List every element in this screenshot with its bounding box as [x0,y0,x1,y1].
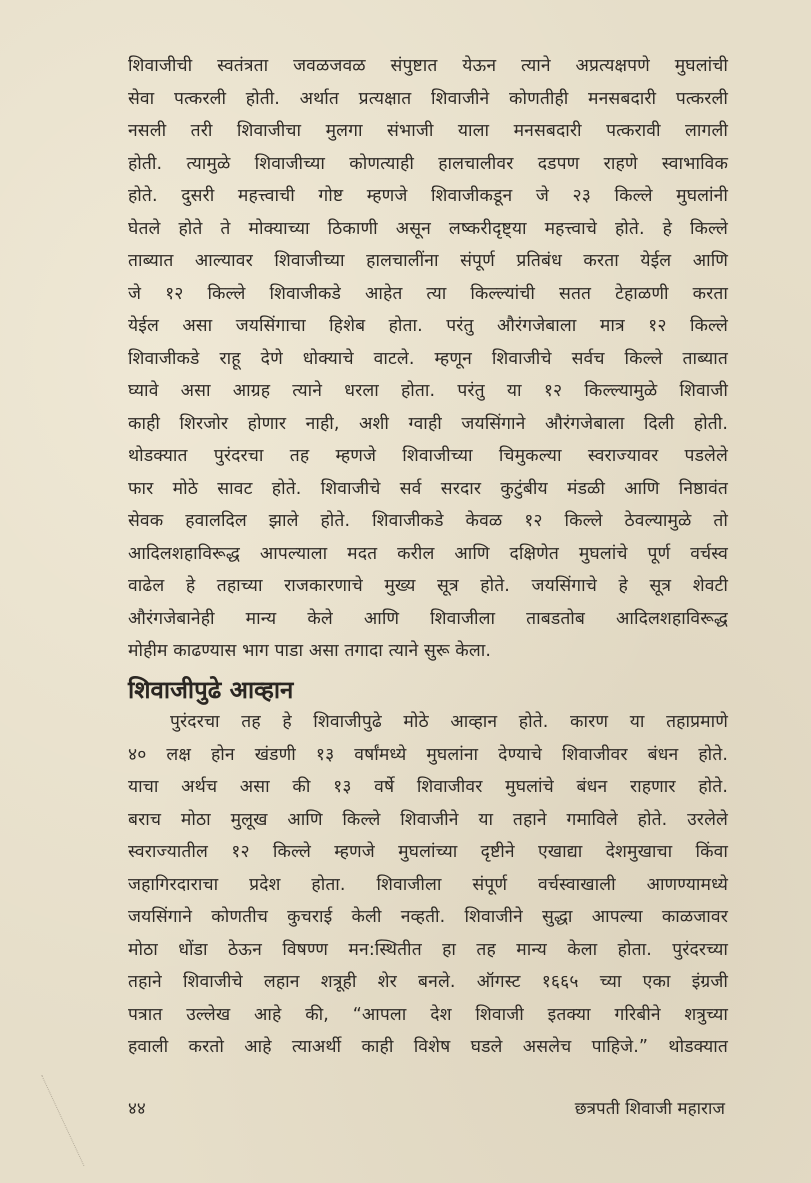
text-line: जे १२ किल्ले शिवाजीकडे आहेत त्या किल्ल्यांची सतत टेहाळणी करता [128,283,728,304]
text-line: मोठा धोंडा ठेऊन विषण्ण मन:स्थितीत हा तह मान्य केला होता. पुरंदरच्या [128,939,728,960]
text-line: ४० लक्ष होन खंडणी १३ वर्षांमध्ये मुघलांना देण्याचे शिवाजीवर बंधन होते. [128,744,728,765]
text-line: ताब्यात आल्यावर शिवाजीच्या हालचालींना संपूर्ण प्रतिबंध करता येईल आणि [128,251,728,271]
text-line: होती. त्यामुळे शिवाजीच्या कोणत्याही हालचालीवर दडपण राहणे स्वाभाविक [128,153,728,174]
text-line: होते. दुसरी महत्त्वाची गोष्ट म्हणजे शिवाजीकडून जे २३ किल्ले मुघलांनी [128,186,728,206]
running-title: छत्रपती शिवाजी महाराज [574,1099,725,1119]
text-line: बराच मोठा मुलूख आणि किल्ले शिवाजीने या तहाने गमाविले होते. उरलेले [128,809,728,830]
text-line: वाढेल हे तहाच्या राजकारणाचे मुख्य सूत्र होते. जयसिंगाचे हे सूत्र शेवटी [128,576,728,596]
page-crease-mark [41,1054,129,1166]
text-line: पत्रात उल्लेख आहे की, “आपला देश शिवाजी इतक्या गरिबीने शत्रुच्या [128,1004,728,1025]
text-line: घ्यावे असा आग्रह त्याने धरला होता. परंतु या १२ किल्ल्यामुळे शिवाजी [128,381,728,401]
text-line: याचा अर्थच असा की १३ वर्षे शिवाजीवर मुघलांचे बंधन राहणार होते. [128,777,728,797]
text-line: थोडक्यात पुरंदरचा तह म्हणजे शिवाजीच्या चिमुकल्या स्वराज्यावर पडलेले [128,446,728,466]
text-line: सेवक हवालदिल झाले होते. शिवाजीकडे केवळ १२ किल्ले ठेवल्यामुळे तो [128,511,728,531]
text-line: हवाली करतो आहे त्याअर्थी काही विशेष घडले असलेच पाहिजे.” थोडक्यात [128,1037,728,1057]
paragraph-2 [128,706,728,1064]
text-line: शिवाजीकडे राहू देणे धोक्याचे वाटले. म्हणून शिवाजीचे सर्वच किल्ले ताब्यात [128,348,728,369]
text-line: जहागिरदाराचा प्रदेश होता. शिवाजीला संपूर्ण वर्चस्वाखाली आणण्यामध्ये [128,874,728,895]
text-line: पुरंदरचा तह हे शिवाजीपुढे मोठे आव्हान होते. कारण या तहाप्रमाणे [170,712,728,732]
text-line: जयसिंगाने कोणतीच कुचराई केली नव्हती. शिवाजीने सुद्धा आपल्या काळजावर [128,907,728,927]
text-line: औरंगजेबानेही मान्य केले आणि शिवाजीला ताबडतोब आदिलशहाविरूद्ध [128,608,728,629]
text-line: काही शिरजोर होणार नाही, अशी ग्वाही जयसिंगाने औरंगजेबाला दिली होती. [128,413,728,434]
text-line: मोहीम काढण्यास भाग पाडा असा तगादा त्याने सुरू केला. [128,641,492,661]
text-line: सेवा पत्करली होती. अर्थात प्रत्यक्षात शिवाजीने कोणतीही मनसबदारी पत्करली [128,88,728,109]
page-number: ४४ [128,1099,146,1119]
text-line: तहाने शिवाजीचे लहान शत्रूही शेर बनले. ऑगस्ट १६६५ च्या एका इंग्रजी [128,972,728,992]
section-heading: शिवाजीपुढे आव्हान [128,676,294,704]
text-line: आदिलशहाविरूद्ध आपल्याला मदत करील आणि दक्षिणेत मुघलांचे पूर्ण वर्चस्व [128,543,728,564]
text-line: स्वराज्यातील १२ किल्ले म्हणजे मुघलांच्या दृष्टीने एखाद्या देशमुखाचा किंवा [128,842,728,862]
text-line: शिवाजीची स्वतंत्रता जवळजवळ संपुष्टात येऊन त्याने अप्रत्यक्षपणे मुघलांची [128,56,728,76]
text-line: घेतले होते ते मोक्याच्या ठिकाणी असून लष्करीदृष्ट्या महत्त्वाचे होते. हे किल्ले [128,218,728,239]
paragraph-1 [128,50,728,668]
text-line: फार मोठे सावट होते. शिवाजीचे सर्व सरदार कुटुंबीय मंडळी आणि निष्ठावंत [128,478,728,499]
text-line: नसली तरी शिवाजीचा मुलगा संभाजी याला मनसबदारी पत्करावी लागली [128,121,728,141]
text-line: येईल असा जयसिंगाचा हिशेब होता. परंतु औरंगजेबाला मात्र १२ किल्ले [128,316,728,336]
